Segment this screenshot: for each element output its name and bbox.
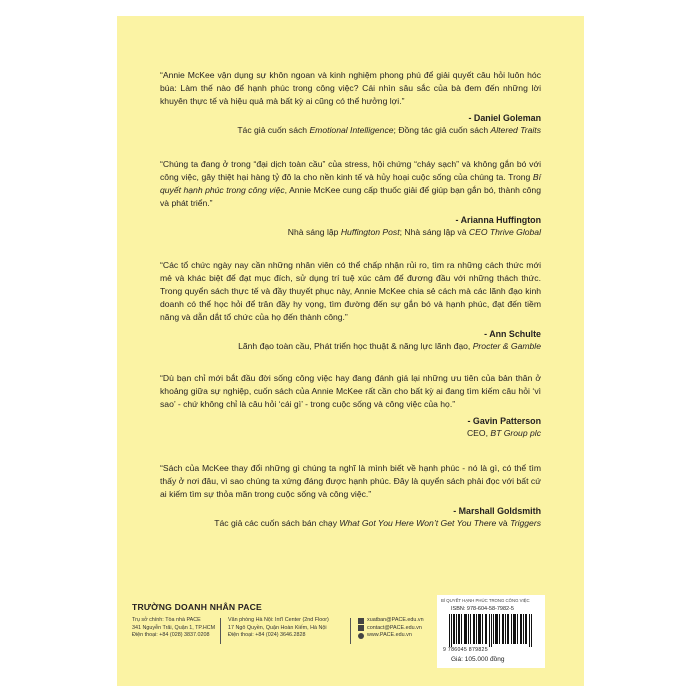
barcode-book-title: BÍ QUYẾT HẠNH PHÚC TRONG CÔNG VIỆC <box>441 598 530 603</box>
author-role: Tác giả cuốn sách Emotional Intelligence; Đồng tác giả cuốn sách Altered Traits <box>237 125 541 135</box>
divider <box>220 618 221 644</box>
quote-text: “Sách của McKee thay đổi những gì chúng ta nghĩ là mình biết về hạnh phúc - nó là gì, có thể tìm thấy ở nơi đâu, vì sao chúng ta xứng đáng được hạnh phúc. Đây là quyển sách phải đọc với bất cứ ai kiếm tìm sự thỏa mãn trong cuộc sống và công việc.” <box>160 463 541 499</box>
barcode-label <box>437 595 545 668</box>
author-role: Tác giả các cuốn sách bán chạy What Got You Here Won’t Get You There và Triggers <box>214 518 541 528</box>
head-office-address <box>132 617 220 640</box>
quote-author: - Daniel Goleman <box>468 113 541 123</box>
phone-line: Điện thoại: +84 (024) 3646.2828 <box>228 632 306 639</box>
email-row <box>358 625 438 633</box>
author-role: Nhà sáng lập Huffington Post; Nhà sáng lập và CEO Thrive Global <box>287 227 541 237</box>
address-line: 341 Nguyễn Trãi, Quận 1, TP.HCM <box>132 624 216 631</box>
barcode-graphic <box>447 614 537 650</box>
endorsement <box>160 372 541 439</box>
author-role: Lãnh đạo toàn cầu, Phát triển học thuật & năng lực lãnh đạo, Procter & Gamble <box>238 341 541 351</box>
email-text: contact@PACE.edu.vn <box>367 624 422 631</box>
quote-author: - Ann Schulte <box>484 329 541 339</box>
email-text: xuatban@PACE.edu.vn <box>367 617 424 623</box>
publisher-name: TRƯỜNG DOANH NHÂN PACE <box>132 602 262 612</box>
website-row <box>358 632 438 640</box>
quote-author: - Arianna Huffington <box>455 215 541 225</box>
endorsement <box>160 69 541 136</box>
quote-text: “Chúng ta đang ở trong “đại dịch toàn cầu” của stress, hội chứng “cháy sạch” và không gắn bó với công việc, gây thiệt hại hàng tỷ đô la cho nền kinh tế và hủy hoại cuộc sống của chúng ta. Trong Bí quyết hạnh phúc trong công việc, Annie McKee cung cấp thuốc giải để giúp bạn gắn bó, thành công và phát triển.” <box>160 159 541 208</box>
globe-icon <box>358 633 364 639</box>
phone-line: Điện thoại: +84 (028) 3837.0208 <box>132 632 210 639</box>
email-row <box>358 617 438 625</box>
website-text: www.PACE.edu.vn <box>367 632 412 639</box>
endorsement <box>160 462 541 529</box>
author-role: CEO, BT Group plc <box>466 428 541 438</box>
hanoi-office-address <box>228 617 350 640</box>
online-contacts <box>358 617 438 640</box>
barcode-digits: 9 786045 879825 <box>443 647 488 653</box>
endorsement-list <box>160 69 541 550</box>
endorsement <box>160 158 541 238</box>
book-back-cover <box>117 16 584 686</box>
address-line: Trụ sở chính: Tòa nhà PACE <box>132 617 201 623</box>
price-text: Giá: 105.000 đồng <box>451 656 505 663</box>
divider <box>350 618 351 644</box>
quote-text: “Annie McKee vận dụng sự khôn ngoan và kinh nghiệm phong phú để giải quyết câu hỏi luôn hóc búa: Làm thế nào để hạnh phúc trong công việc? Cái nhìn sâu sắc của bà đem đến những lời khuyên thực tế và hiệu quả mà bất kỳ ai cũng có thể hưởng lợi.” <box>160 70 541 106</box>
address-line: 17 Ngô Quyền, Quận Hoàn Kiếm, Hà Nội <box>228 624 327 631</box>
quote-author: - Gavin Patterson <box>467 416 541 426</box>
address-line: Văn phòng Hà Nội: Int'l Center (2nd Floor) <box>228 617 329 623</box>
quote-author: - Marshall Goldsmith <box>453 506 541 516</box>
quote-text: “Các tổ chức ngày nay cần những nhân viên có thể chấp nhận rủi ro, tìm ra những cách thức mới mẻ và khác biệt để đạt mục đích, sử dụng trí tuệ xúc cảm để đương đầu với những thách thức. Trong quyển sách thực tế và đầy thuyết phục này, Annie McKee chia sẻ cách mà các lãnh đạo kinh doanh có thể học hỏi để trân đầy hy vọng, tìm đường đến sự gắn bó và hạnh phúc, đạt đến tiềm năng và dẫn dắt tổ chức của họ đến thành công.” <box>160 260 541 322</box>
quote-text: “Dù bạn chỉ mới bắt đầu đời sống công việc hay đang đánh giá lại những ưu tiên của bản thân ở khoảng giữa sự nghiệp, cuốn sách của Annie McKee rất cần cho bất kỳ ai đang tìm kiếm câu hỏi ‘vì sao’ - chứ không chỉ là câu hỏi ‘cái gì’ - trong cuộc sống và công việc của họ.” <box>160 373 541 409</box>
endorsement <box>160 259 541 352</box>
email-icon <box>358 625 364 631</box>
isbn-text: ISBN: 978-604-58-7982-5 <box>451 606 514 612</box>
email-icon <box>358 618 364 624</box>
